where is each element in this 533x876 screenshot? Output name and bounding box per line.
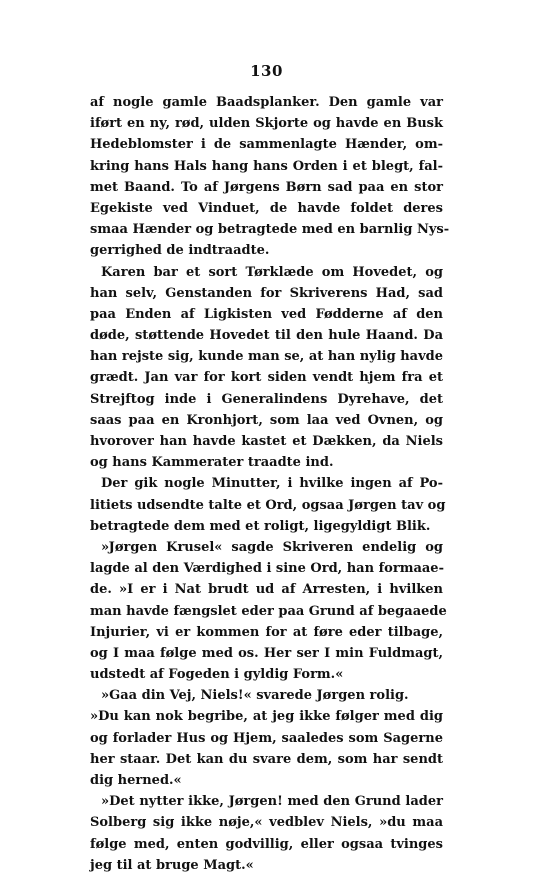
text-line: paa Enden af Ligkisten ved Fødderne af den <box>90 306 443 322</box>
text-line: kring hans Hals hang hans Orden i et blegt, fal- <box>90 158 443 174</box>
text-line: og I maa følge med os. Her ser I min Fuldmagt, <box>90 645 443 661</box>
text-line: døde, støttende Hovedet til den hule Haand. Da <box>90 328 443 344</box>
body-text <box>90 92 450 876</box>
text-line: han selv, Genstanden for Skriverens Had, sad <box>90 285 443 301</box>
text-line: de. »I er i Nat brudt ud af Arresten, i hvilken <box>90 582 443 598</box>
text-line: litiets udsendte talte et Ord, ogsaa Jørgen tav og <box>90 497 446 513</box>
text-line: og forlader Hus og Hjem, saaledes som Sagerne <box>90 730 443 746</box>
text-line: Der gik nogle Minutter, i hvilke ingen af Po- <box>101 476 443 492</box>
text-line: betragtede dem med et roligt, ligegyldigt Blik. <box>90 518 431 534</box>
text-line: »Du kan nok begribe, at jeg ikke følger med dig <box>90 709 443 725</box>
text-line: »Gaa din Vej, Niels!« svarede Jørgen rolig. <box>101 688 409 704</box>
text-line: Egekiste ved Vinduet, de havde foldet deres <box>90 200 443 216</box>
text-line: lagde al den Værdighed i sine Ord, han formaae- <box>90 561 444 577</box>
text-line: grædt. Jan var for kort siden vendt hjem fra et <box>90 370 443 386</box>
text-line: Injurier, vi er kommen for at føre eder tilbage, <box>90 624 443 640</box>
text-line: og hans Kammerater traadte ind. <box>90 455 334 471</box>
text-line: smaa Hænder og betragtede med en barnlig Nys- <box>90 222 450 238</box>
text-line: Strejftog inde i Generalindens Dyrehave, det <box>90 391 443 407</box>
text-line: Karen bar et sort Tørklæde om Hovedet, og <box>101 264 443 280</box>
text-line: Solberg sig ikke nøje,« vedblev Niels, »du maa <box>90 815 443 831</box>
text-line: han rejste sig, kunde man se, at han nylig havde <box>90 349 443 365</box>
text-line: jeg til at bruge Magt.« <box>90 857 254 873</box>
text-line: hvorover han havde kastet et Dækken, da Niels <box>90 434 443 449</box>
text-line: dig herned.« <box>90 773 182 788</box>
text-line: met Baand. To af Jørgens Børn sad paa en stor <box>90 179 443 195</box>
text-line: her staar. Det kan du svare dem, som har sendt <box>90 751 443 767</box>
text-line: Hedeblomster i de sammenlagte Hænder, om- <box>90 137 443 153</box>
text-line: man havde fængslet eder paa Grund af begaaede <box>90 603 447 619</box>
text-line: gerrighed de indtraadte. <box>90 243 270 259</box>
page-number: 130 <box>250 62 283 80</box>
text-line: »Jørgen Krusel« sagde Skriveren endelig og <box>101 539 443 555</box>
text-line: af nogle gamle Baadsplanker. Den gamle var <box>90 95 443 110</box>
text-line: iført en ny, rød, ulden Skjorte og havde en Busk <box>90 116 443 132</box>
text-line: udstedt af Fogeden i gyldig Form.« <box>90 667 344 683</box>
text-line: »Det nytter ikke, Jørgen! med den Grund lader <box>101 794 443 810</box>
text-line: følge med, enten godvillig, eller ogsaa tvinges <box>90 836 443 852</box>
text-line: saas paa en Kronhjort, som laa ved Ovnen, og <box>90 412 443 428</box>
